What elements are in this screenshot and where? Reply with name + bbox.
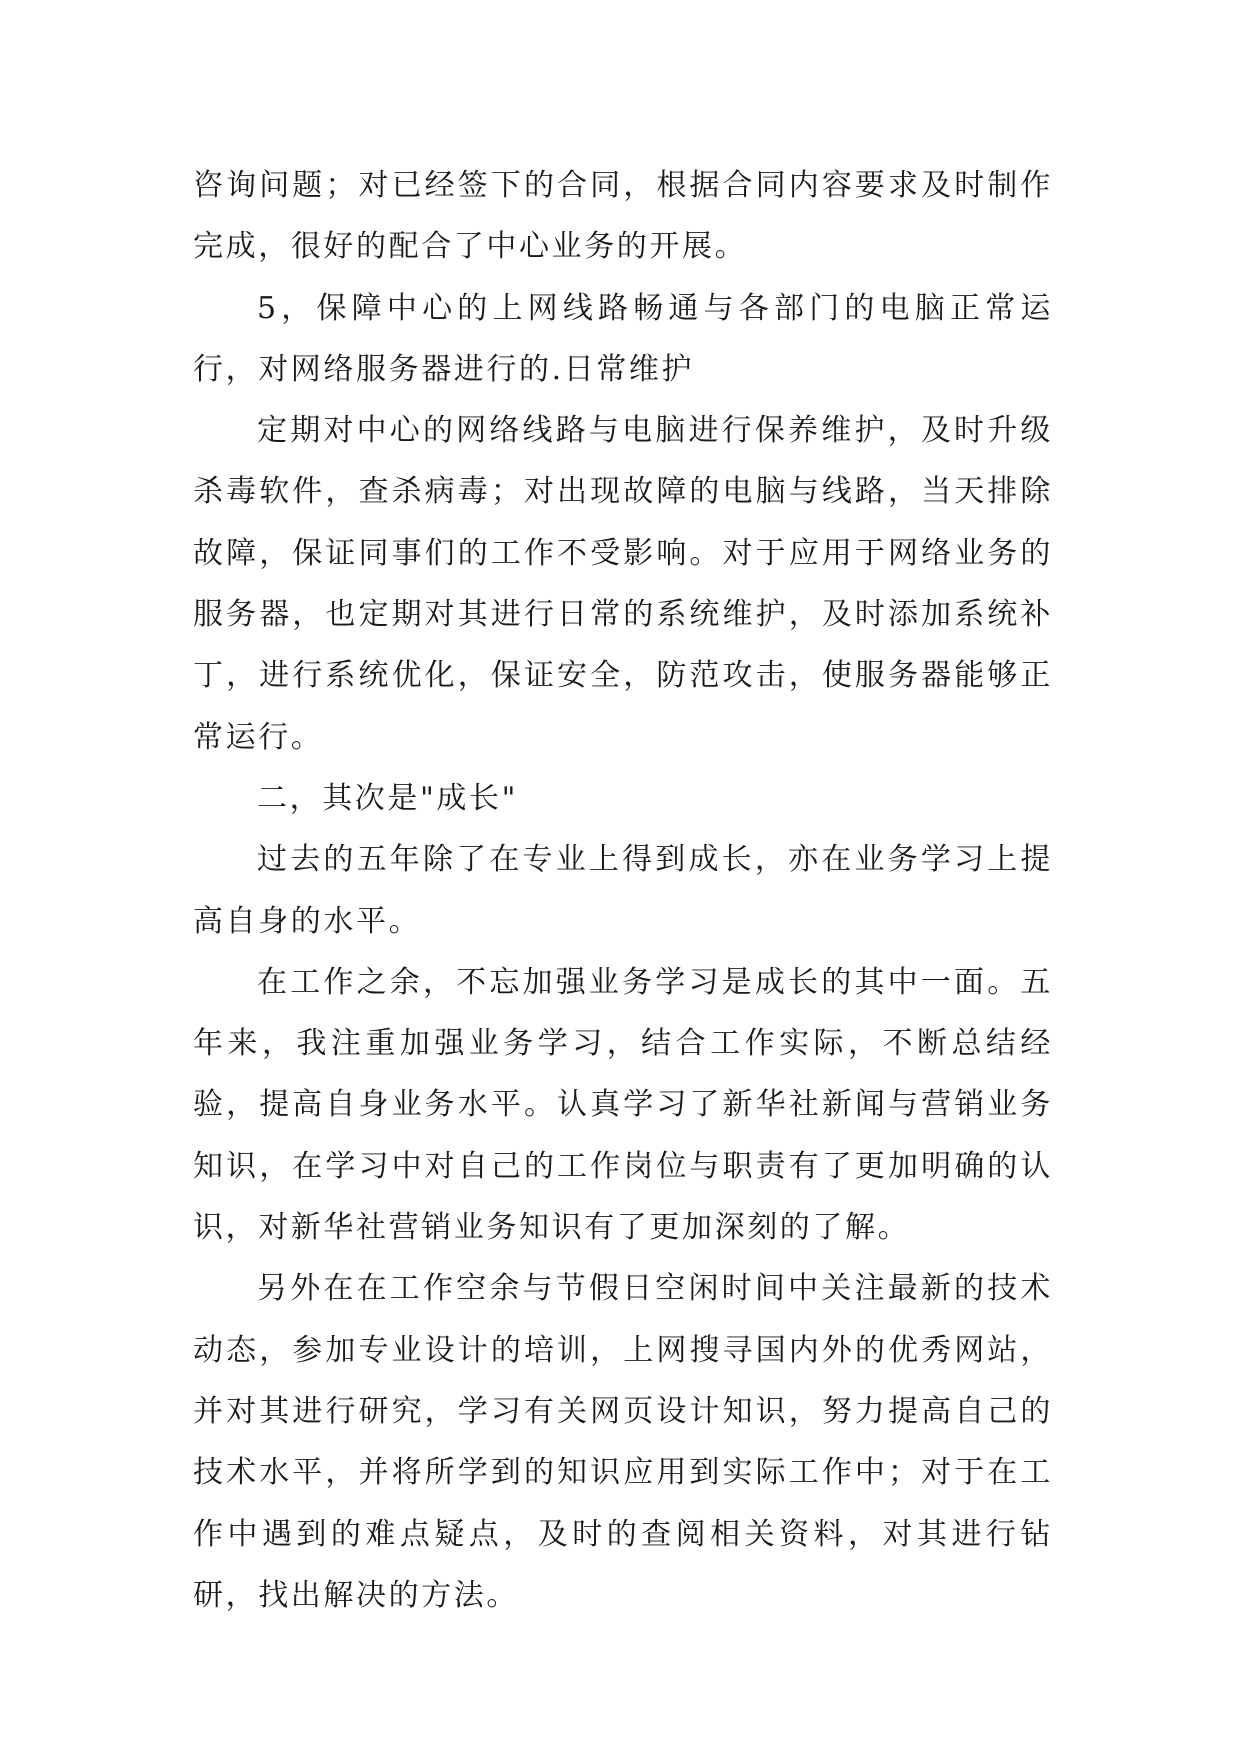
paragraph-technical-study: 另外在在工作空余与节假日空闲时间中关注最新的技术动态，参加专业设计的培训，上网搜寻国内外的优秀网站，并对其进行研究，学习有关网页设计知识，努力提高自己的技术水平，并将所学到的知识应用到实际工作中；对于在工作中遇到的难点疑点，及时的查阅相关资料，对其进行钻研，找出解决的方法。 (193, 1271, 1053, 1613)
paragraph-maintenance: 定期对中心的网络线路与电脑进行保养维护，及时升级杀毒软件，查杀病毒；对出现故障的电脑与线路，当天排除故障，保证同事们的工作不受影响。对于应用于网络业务的服务器，也定期对其进行日常的系统维护，及时添加系统补丁，进行系统优化，保证安全，防范攻击，使服务器能够正常运行。 (193, 413, 1053, 755)
section-heading-growth: 二，其次是"成长" (257, 780, 518, 816)
document-body (193, 155, 1053, 1626)
paragraph-five-years: 过去的五年除了在专业上得到成长，亦在业务学习上提高自身的水平。 (193, 842, 1053, 939)
paragraph-network-heading: 5，保障中心的上网线路畅通与各部门的电脑正常运行，对网络服务器进行的.日常维护 (193, 290, 1053, 387)
paragraph-business-study: 在工作之余，不忘加强业务学习是成长的其中一面。五年来，我注重加强业务学习，结合工作实际，不断总结经验，提高自身业务水平。认真学习了新华社新闻与营销业务知识，在学习中对自己的工作岗位与职责有了更加明确的认识，对新华社营销业务知识有了更加深刻的了解。 (193, 964, 1053, 1246)
paragraph-contract-followup: 咨询问题；对已经签下的合同，根据合同内容要求及时制作完成，很好的配合了中心业务的开展。 (193, 168, 1053, 265)
